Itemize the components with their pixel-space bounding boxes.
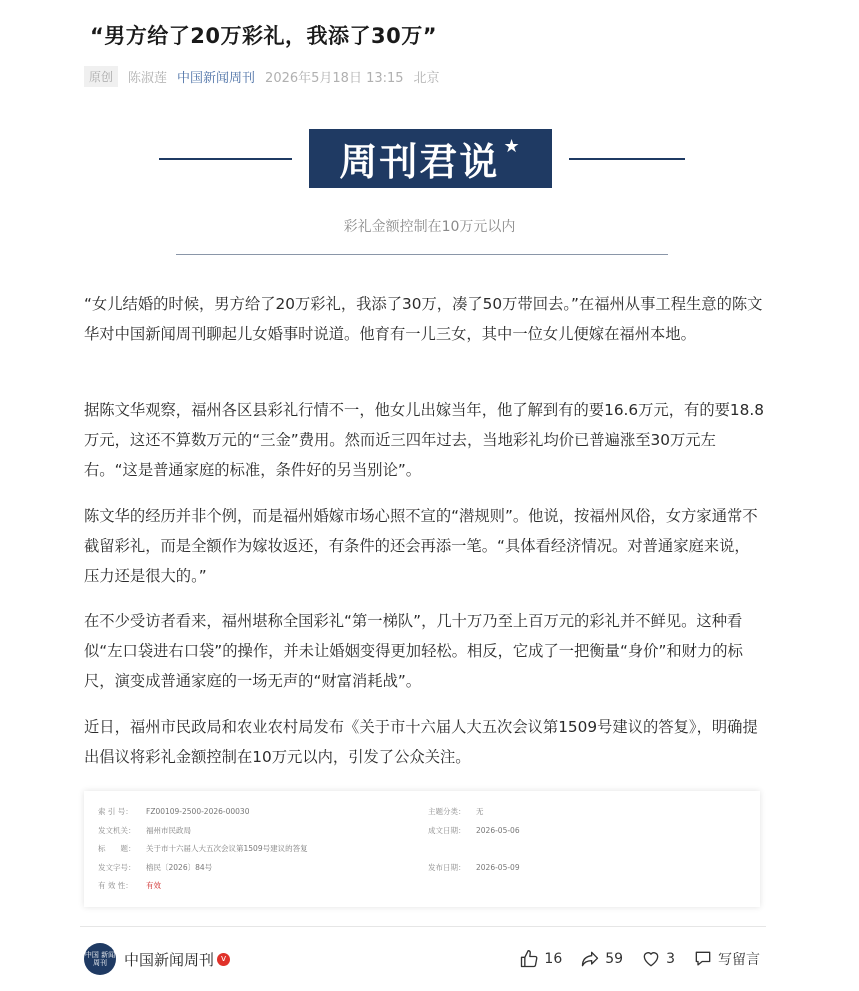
- like-button[interactable]: [519, 949, 562, 969]
- favorite-count: 3: [666, 951, 675, 967]
- star-icon: ★: [503, 136, 522, 157]
- banner-logo: [309, 129, 552, 188]
- doc-category-value: 无: [476, 807, 484, 816]
- doc-org-label: 发文机关：: [98, 826, 136, 835]
- article-footer: [84, 942, 764, 976]
- paragraph-5: 近日，福州市民政局和农业农村局发布《关于市十六届人大五次会议第1509号建议的答复》，明确提出倡议将彩礼金额控制在10万元以内，引发了公众关注。: [84, 718, 758, 766]
- heart-icon: [641, 949, 661, 969]
- doc-published-value: 2026-05-09: [476, 863, 520, 872]
- banner-subtitle: 彩礼金额控制在10万元以内: [343, 219, 516, 235]
- paragraph-1: “女儿结婚的时候，男方给了20万彩礼，我添了30万，凑了50万带回去。”在福州从事工程生意的陈文华对中国新闻周刊聊起儿女婚事时说道。他育有一儿三女，其中一位女儿便嫁在福州本地。: [84, 295, 763, 343]
- subtitle-divider: [176, 254, 668, 255]
- doc-index-value: FZ00109-2500-2026-00030: [146, 807, 250, 816]
- comment-button[interactable]: [693, 949, 760, 969]
- doc-subject-label: 标 题：: [98, 844, 136, 853]
- doc-category-label: 主题分类：: [428, 807, 466, 816]
- paragraph-3: 陈文华的经历并非个例，而是福州婚嫁市场心照不宣的“潜规则”。他说，按福州风俗，女方家通常不截留彩礼，而是全额作为嫁妆返还，有条件的还会再添一笔。“具体看经济情况。对普通家庭来说，压力还是很大的。”: [84, 507, 758, 585]
- doc-docno-value: 榕民〔2026〕84号: [146, 863, 213, 872]
- share-count: 59: [605, 951, 624, 967]
- thumbs-up-icon: [519, 949, 539, 969]
- doc-org-value: 福州市民政局: [146, 826, 191, 835]
- verified-icon: v: [217, 953, 230, 966]
- publisher-avatar[interactable]: 中国 新闻周刊: [84, 943, 116, 975]
- action-bar: [519, 942, 760, 976]
- doc-created-label: 成文日期：: [428, 826, 466, 835]
- footer-divider: [80, 926, 766, 927]
- doc-validity-label: 有 效 性：: [98, 881, 133, 890]
- document-screenshot: [84, 791, 760, 907]
- publish-location: 北京: [413, 71, 440, 86]
- banner-line-right: [569, 158, 685, 160]
- paragraph-4: 在不少受访者看来，福州堪称全国彩礼“第一梯队”，几十万乃至上百万元的彩礼并不鲜见。这种看似“左口袋进右口袋”的操作，并未让婚姻变得更加轻松。相反，它成了一把衡量“身价”和财力的标尺，演变成普通家庭的一场无声的“财富消耗战”。: [84, 612, 743, 690]
- publisher-name[interactable]: 中国新闻周刊: [124, 950, 215, 969]
- paragraph-2: 据陈文华观察，福州各区县彩礼行情不一，他女儿出嫁当年，他了解到有的要16.6万元，有的要18.8万元，这还不算数万元的“三金”费用。然而近三四年过去，当地彩礼均价已普遍涨至30万元左右。“这是普通家庭的标准，条件好的另当别论”。: [84, 401, 764, 479]
- comment-icon: [693, 949, 713, 969]
- like-count: 16: [544, 951, 563, 967]
- share-button[interactable]: [580, 949, 623, 969]
- favorite-button[interactable]: [641, 949, 675, 969]
- banner-line-left: [159, 158, 292, 160]
- article-meta: [84, 66, 440, 87]
- doc-docno-label: 发文字号：: [98, 863, 136, 872]
- article-title: “男方给了20万彩礼，我添了30万”: [90, 24, 438, 48]
- source-link[interactable]: 中国新闻周刊: [177, 71, 256, 86]
- original-tag: 原创: [84, 66, 118, 87]
- banner-text: 周刊君说: [339, 140, 500, 184]
- doc-index-label: 索 引 号：: [98, 807, 133, 816]
- doc-published-label: 发布日期：: [428, 863, 466, 872]
- publish-datetime: 2026年5月18日 13:15: [265, 71, 404, 86]
- doc-validity-value: 有效: [146, 881, 161, 890]
- doc-created-value: 2026-05-06: [476, 826, 520, 835]
- comment-label: 写留言: [718, 952, 760, 968]
- share-icon: [580, 949, 600, 969]
- author-name: 陈淑莲: [128, 71, 168, 86]
- doc-subject-value: 关于市十六届人大五次会议第1509号建议的答复: [146, 844, 308, 853]
